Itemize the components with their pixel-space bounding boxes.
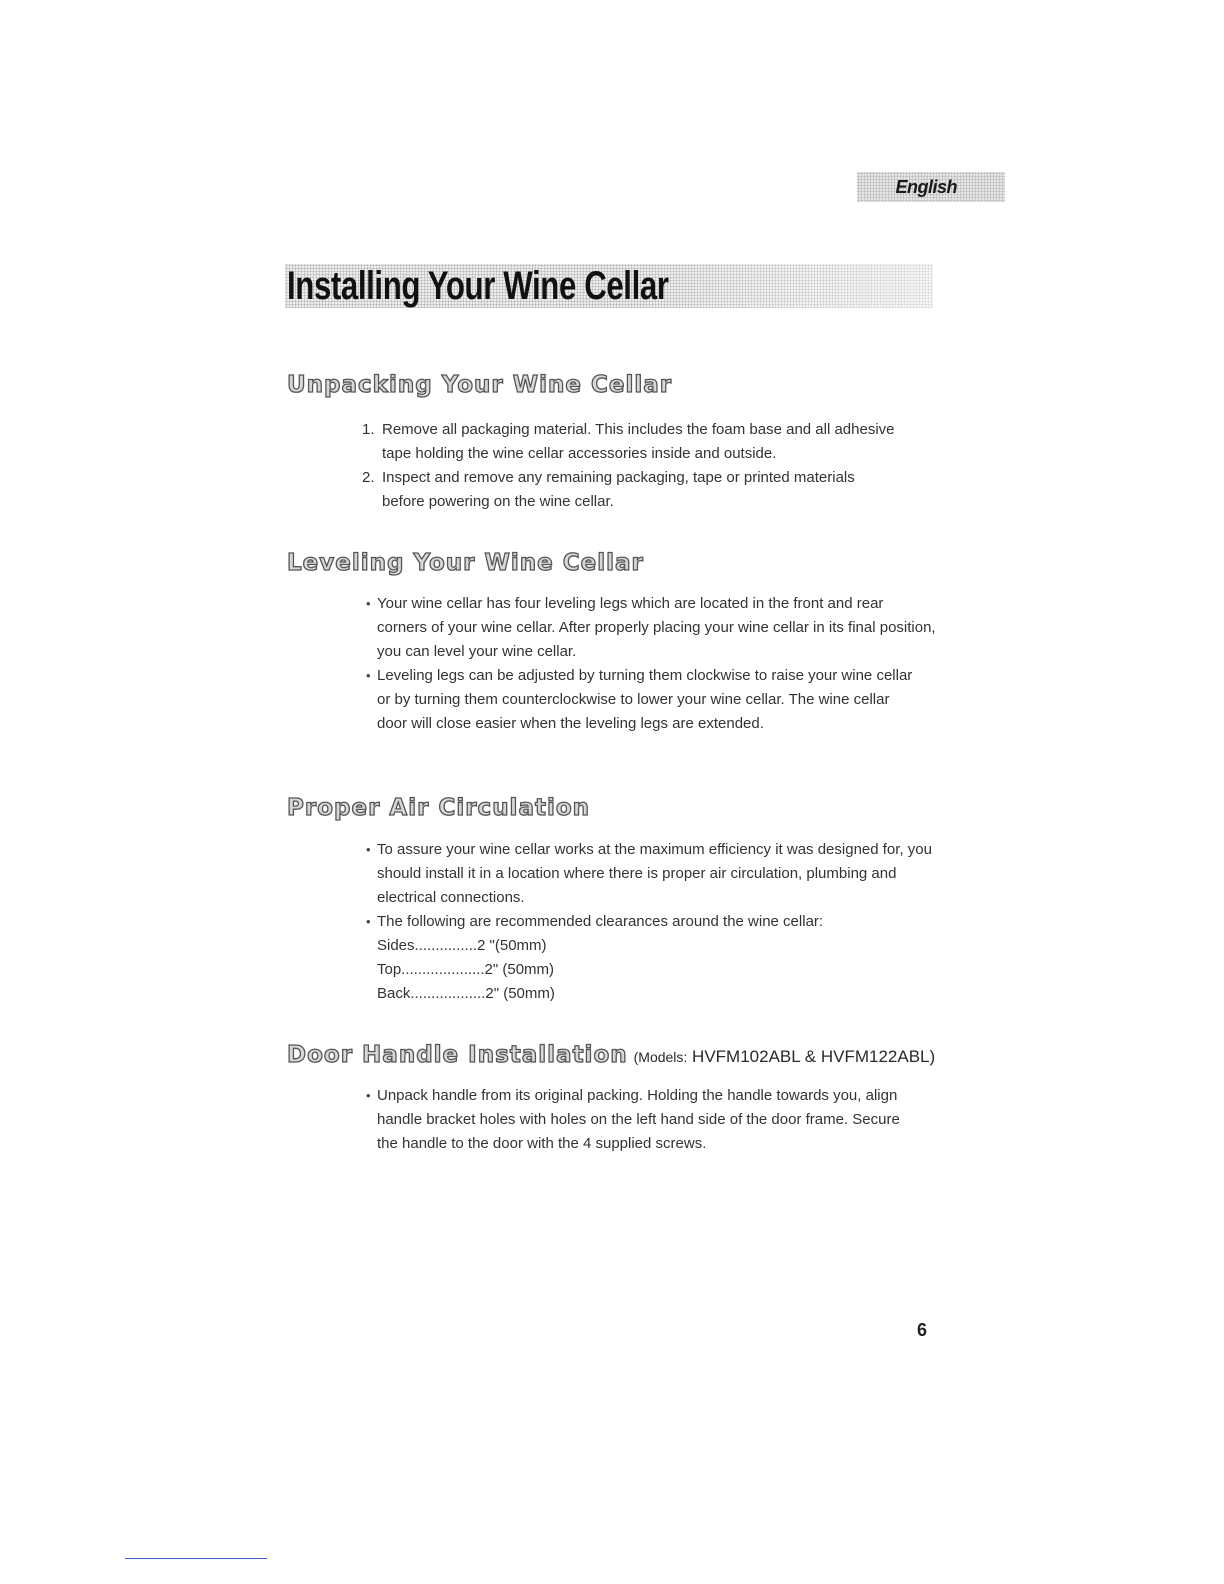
list-item: [362, 466, 932, 514]
clearance-top: Top....................2" (50mm): [377, 961, 555, 978]
list-item: [366, 838, 936, 910]
clearance-back: Back..................2" (50mm): [377, 985, 555, 1002]
list-item: [366, 910, 936, 1006]
door-handle-heading: [287, 1042, 935, 1068]
list-item: [366, 1084, 922, 1156]
door-handle-heading-text: Door Handle Installation: [287, 1042, 628, 1068]
air-circulation-list: [366, 838, 936, 1006]
page-number: 6: [917, 1320, 928, 1340]
list-item: [366, 592, 936, 664]
list-item: [362, 418, 932, 466]
unpacking-heading: Unpacking Your Wine Cellar: [287, 372, 673, 398]
door-handle-list: [366, 1084, 936, 1156]
models-prefix: (Models:: [633, 1049, 688, 1065]
unpacking-list: [362, 418, 932, 514]
leveling-heading: Leveling Your Wine Cellar: [287, 550, 644, 576]
language-label: English: [895, 177, 957, 197]
item-text: To assure your wine cellar works at the maximum efficiency it was designed for, you should install it in a location where there is proper air circulation, plumbing and electrical connections.: [377, 841, 932, 906]
item-text: Leveling legs can be adjusted by turning them clockwise to raise your wine cellar or by turning them counterclockwise to lower your wine cellar. The wine cellar door will close easier when the leveling legs are extended.: [377, 667, 913, 732]
leveling-list: [366, 592, 936, 736]
item-text: Remove all packaging material. This includes the foam base and all adhesive tape holding the wine cellar accessories inside and outside.: [382, 421, 895, 462]
air-circulation-heading: Proper Air Circulation: [287, 795, 591, 821]
models-note: [634, 1047, 936, 1066]
item-text: Inspect and remove any remaining packaging, tape or printed materials before powering on the wine cellar.: [382, 469, 855, 510]
list-item: [366, 664, 917, 736]
item-number: 2.: [362, 469, 375, 486]
item-number: 1.: [362, 421, 375, 438]
item-text: The following are recommended clearances around the wine cellar:: [377, 913, 824, 930]
footer-rule: [125, 1558, 267, 1559]
models-text: HVFM102ABL & HVFM122ABL): [692, 1047, 936, 1066]
clearance-sides: Sides...............2 "(50mm): [377, 937, 547, 954]
item-text: Unpack handle from its original packing. Holding the handle towards you, align handle bracket holes with holes on the left hand side of the door frame. Secure the handle to the door with the 4 supplied screws.: [377, 1087, 900, 1152]
language-tab: [857, 172, 1005, 202]
page-title: Installing Your Wine Cellar: [287, 264, 669, 308]
item-text: Your wine cellar has four leveling legs which are located in the front and rear corners of your wine cellar. After properly placing your wine cellar in its final position, you can level your wine cellar.: [377, 595, 936, 660]
